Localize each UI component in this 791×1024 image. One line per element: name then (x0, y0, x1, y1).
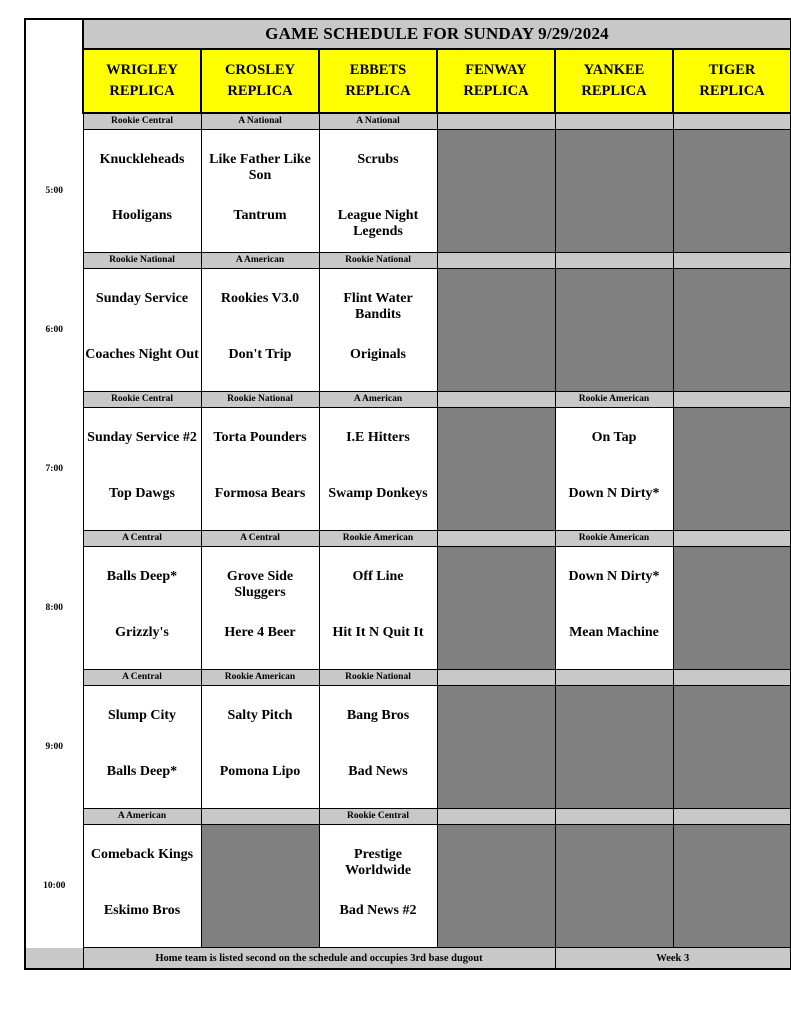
away-team: Down N Dirty* (568, 569, 660, 584)
blocked-slot (555, 269, 673, 392)
home-team: Tantrum (233, 208, 287, 223)
time-label: 8:00 (25, 547, 83, 670)
home-team: Balls Deep* (106, 764, 178, 779)
time-label: 9:00 (25, 686, 83, 809)
time-label: 6:00 (25, 269, 83, 392)
league-row (25, 392, 791, 408)
away-team: Torta Pounders (213, 430, 307, 445)
home-team: Bad News #2 (339, 903, 417, 918)
blocked-slot (437, 547, 555, 670)
league-row-spacer (25, 809, 83, 825)
game-cell (201, 547, 319, 670)
away-team: Slump City (107, 708, 177, 723)
game-cell (319, 686, 437, 809)
away-team: Rookies V3.0 (220, 291, 300, 306)
away-team: Scrubs (357, 152, 399, 167)
league-label: Rookie American (555, 392, 673, 408)
league-label (437, 809, 555, 825)
game-cell (319, 825, 437, 948)
blocked-slot (673, 825, 791, 948)
field-header-line1: YANKEE (583, 61, 645, 78)
game-cell (83, 130, 201, 253)
league-label (673, 531, 791, 547)
league-row-spacer (25, 392, 83, 408)
home-team: Bad News (348, 764, 408, 779)
league-label: Rookie Central (319, 809, 437, 825)
away-team: Bang Bros (346, 708, 410, 723)
home-team: Don't Trip (228, 347, 292, 362)
away-team: Comeback Kings (90, 847, 194, 862)
field-header-1 (83, 49, 201, 113)
league-label (555, 253, 673, 269)
blocked-slot (437, 408, 555, 531)
blocked-slot (673, 547, 791, 670)
home-team: Hit It N Quit It (332, 625, 424, 640)
field-header-line1: FENWAY (465, 61, 527, 78)
time-slot-row (25, 547, 791, 670)
game-cell (555, 547, 673, 670)
home-team: Mean Machine (569, 625, 659, 640)
away-team: Sunday Service #2 (87, 430, 197, 445)
time-slot-row (25, 825, 791, 948)
blocked-slot (437, 269, 555, 392)
away-team: Salty Pitch (227, 708, 293, 723)
field-header-line2: REPLICA (699, 83, 765, 99)
home-team: Top Dawgs (108, 486, 175, 501)
field-header-line2: REPLICA (581, 83, 647, 99)
league-label: Rookie American (201, 670, 319, 686)
field-header-spacer (25, 49, 83, 113)
league-label (673, 113, 791, 130)
field-header-line2: REPLICA (227, 83, 293, 99)
league-row-spacer (25, 531, 83, 547)
away-team: Prestige Worldwide (344, 847, 412, 879)
field-header-3 (319, 49, 437, 113)
league-label: A Central (83, 531, 201, 547)
game-cell (201, 686, 319, 809)
league-label (201, 809, 319, 825)
league-label: A National (201, 113, 319, 130)
game-cell (319, 130, 437, 253)
time-slot-row (25, 408, 791, 531)
game-cell (201, 130, 319, 253)
blocked-slot (555, 130, 673, 253)
league-row (25, 113, 791, 130)
league-label (555, 670, 673, 686)
blocked-slot (201, 825, 319, 948)
league-row (25, 670, 791, 686)
league-label: Rookie National (83, 253, 201, 269)
league-label: A National (319, 113, 437, 130)
league-label (555, 113, 673, 130)
league-label: Rookie American (319, 531, 437, 547)
home-team: Hooligans (112, 208, 172, 223)
game-cell (83, 408, 201, 531)
league-label: A Central (201, 531, 319, 547)
league-row-spacer (25, 670, 83, 686)
league-label (437, 113, 555, 130)
field-header-line1: TIGER (708, 61, 756, 78)
game-cell (201, 408, 319, 531)
blocked-slot (437, 825, 555, 948)
league-label (437, 531, 555, 547)
field-header-5 (555, 49, 673, 113)
game-cell (319, 547, 437, 670)
away-team: Grove Side Sluggers (226, 569, 294, 601)
time-label: 5:00 (25, 130, 83, 253)
league-row (25, 809, 791, 825)
league-label (437, 670, 555, 686)
league-label: A American (319, 392, 437, 408)
league-label (437, 253, 555, 269)
home-team: Coaches Night Out (85, 347, 199, 362)
game-cell (83, 686, 201, 809)
field-header-4 (437, 49, 555, 113)
game-cell (83, 825, 201, 948)
field-header-6 (673, 49, 791, 113)
league-row-spacer (25, 253, 83, 269)
league-label: A American (83, 809, 201, 825)
league-label: Rookie National (319, 670, 437, 686)
game-cell (201, 269, 319, 392)
away-team: Off Line (352, 569, 404, 584)
league-label: Rookie American (555, 531, 673, 547)
away-team: Flint Water Bandits (343, 291, 413, 323)
footer-note: Home team is listed second on the schedule and occupies 3rd base dugout (83, 948, 555, 970)
blocked-slot (673, 686, 791, 809)
field-header-2 (201, 49, 319, 113)
blocked-slot (673, 269, 791, 392)
game-cell (83, 547, 201, 670)
game-schedule-table (24, 18, 791, 970)
league-label (673, 253, 791, 269)
league-label (437, 392, 555, 408)
away-team: Like Father Like Son (209, 152, 311, 184)
field-header-line1: CROSLEY (224, 61, 296, 78)
league-row (25, 531, 791, 547)
blocked-slot (437, 130, 555, 253)
title-row (25, 19, 791, 49)
league-label (673, 809, 791, 825)
field-header-line1: EBBETS (349, 61, 407, 78)
home-team: Swamp Donkeys (328, 486, 428, 501)
game-cell (319, 269, 437, 392)
home-team: Originals (349, 347, 406, 362)
footer-spacer (25, 948, 83, 970)
page-title: GAME SCHEDULE FOR SUNDAY 9/29/2024 (83, 19, 791, 49)
home-team: Eskimo Bros (103, 903, 181, 918)
game-cell (83, 269, 201, 392)
away-team: Knuckleheads (99, 152, 185, 167)
away-team: Balls Deep* (106, 569, 178, 584)
game-cell (319, 408, 437, 531)
league-label: Rookie National (319, 253, 437, 269)
league-row (25, 253, 791, 269)
home-team: Here 4 Beer (224, 625, 296, 640)
footer-row (25, 948, 791, 970)
away-team: On Tap (591, 430, 637, 445)
away-team: I.E Hitters (346, 430, 410, 445)
blocked-slot (437, 686, 555, 809)
blocked-slot (673, 408, 791, 531)
home-team: League Night Legends (337, 208, 419, 240)
league-row-spacer (25, 113, 83, 130)
title-row-spacer (25, 19, 83, 49)
home-team: Formosa Bears (214, 486, 306, 501)
league-label: A Central (83, 670, 201, 686)
league-label: Rookie Central (83, 392, 201, 408)
game-cell (555, 408, 673, 531)
blocked-slot (555, 825, 673, 948)
league-label: A American (201, 253, 319, 269)
league-label: Rookie Central (83, 113, 201, 130)
time-label: 7:00 (25, 408, 83, 531)
blocked-slot (673, 130, 791, 253)
field-header-line1: WRIGLEY (106, 61, 178, 78)
home-team: Down N Dirty* (568, 486, 660, 501)
time-slot-row (25, 130, 791, 253)
league-label: Rookie National (201, 392, 319, 408)
footer-week: Week 3 (555, 948, 791, 970)
time-label: 10:00 (25, 825, 83, 948)
league-label (555, 809, 673, 825)
home-team: Grizzly's (115, 625, 169, 640)
league-label (673, 670, 791, 686)
field-header-line2: REPLICA (463, 83, 529, 99)
field-header-line2: REPLICA (345, 83, 411, 99)
time-slot-row (25, 269, 791, 392)
home-team: Pomona Lipo (219, 764, 301, 779)
blocked-slot (555, 686, 673, 809)
field-header-row (25, 49, 791, 113)
field-header-line2: REPLICA (109, 83, 175, 99)
time-slot-row (25, 686, 791, 809)
league-label (673, 392, 791, 408)
away-team: Sunday Service (95, 291, 189, 306)
